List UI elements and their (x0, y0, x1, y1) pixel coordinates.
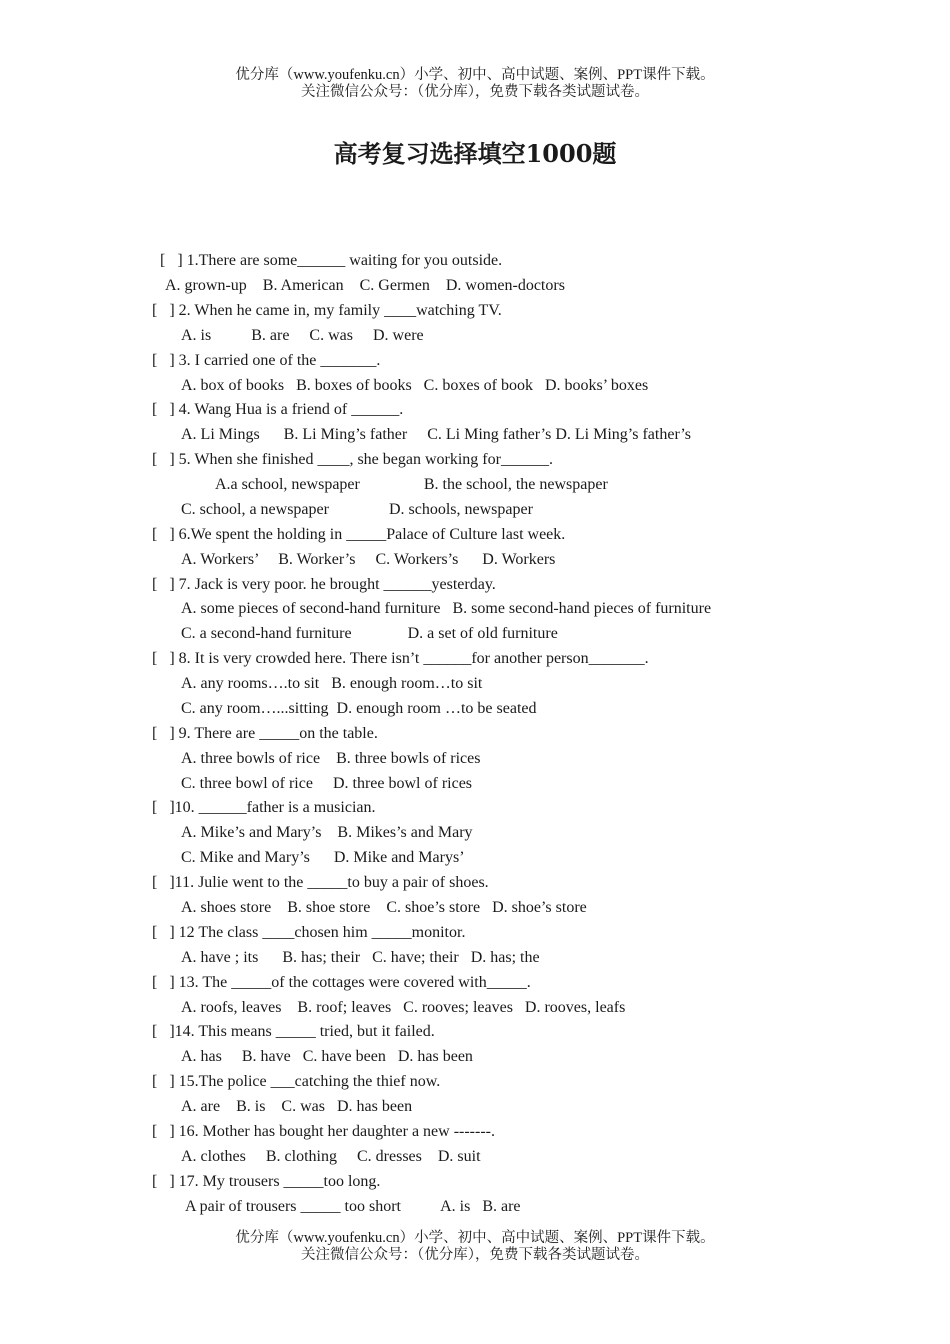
answer-options: A. is B. are C. was D. were (181, 327, 424, 344)
answer-options: A. Li Mings B. Li Ming’s father C. Li Ming father’s D. Li Ming’s father’s (181, 426, 692, 443)
answer-options: A. Mike’s and Mary’s B. Mikes’s and Mary (181, 824, 473, 841)
page-footer (0, 1230, 950, 1264)
question-line: [ ] 13. The _____of the cottages were covered with_____. (152, 974, 531, 991)
question-line: [ ] 17. My trousers _____too long. (152, 1173, 381, 1190)
document-title: 高考复习选择填空1000题 (333, 139, 617, 168)
answer-options: A. box of books B. boxes of books C. boxes of book D. books’ boxes (181, 377, 649, 394)
question-line: [ ] 3. I carried one of the _______. (152, 352, 381, 369)
answer-options: A. shoes store B. shoe store C. shoe’s store D. shoe’s store (181, 899, 587, 916)
answer-options: A. any rooms….to sit B. enough room…to sit (181, 675, 483, 692)
answer-options: A. roofs, leaves B. roof; leaves C. rooves; leaves D. rooves, leafs (181, 999, 626, 1016)
answer-options: A. Workers’ B. Worker’s C. Workers’s D. Workers (181, 551, 556, 568)
question-line: [ ] 15.The police ___catching the thief now. (152, 1073, 441, 1090)
answer-options: A. are B. is C. was D. has been (181, 1098, 413, 1115)
answer-options: C. three bowl of rice D. three bowl of rices (181, 775, 473, 792)
question-line: [ ] 8. It is very crowded here. There isn’t ______for another person_______. (152, 650, 649, 667)
answer-options: A. clothes B. clothing C. dresses D. suit (181, 1148, 481, 1165)
question-line: [ ] 9. There are _____on the table. (152, 725, 378, 742)
answer-options: A. three bowls of rice B. three bowls of rices (181, 750, 481, 767)
question-line: [ ] 2. When he came in, my family ____watching TV. (152, 302, 502, 319)
question-line: [ ] 16. Mother has bought her daughter a new -------. (152, 1123, 495, 1140)
page-header (0, 67, 950, 101)
question-line: [ ] 6.We spent the holding in _____Palace of Culture last week. (152, 526, 566, 543)
question-line: [ ] 1.There are some______ waiting for you outside. (160, 252, 503, 269)
answer-options: A. has B. have C. have been D. has been (181, 1048, 473, 1065)
footer-line-1: 优分库（www.youfenku.cn）小学、初中、高中试题、案例、PPT课件下载。 (235, 1230, 715, 1246)
answer-options: A. some pieces of second-hand furniture B. some second-hand pieces of furniture (181, 600, 712, 617)
answer-options: A. grown-up B. American C. Germen D. women-doctors (165, 277, 565, 294)
answer-options: C. school, a newspaper D. schools, newspaper (181, 501, 533, 518)
question-line: [ ] 4. Wang Hua is a friend of ______. (152, 401, 404, 418)
header-line-1: 优分库（www.youfenku.cn）小学、初中、高中试题、案例、PPT课件下载。 (235, 67, 715, 83)
answer-options: C. Mike and Mary’s D. Mike and Marys’ (181, 849, 465, 866)
question-line: [ ]10. ______father is a musician. (152, 799, 376, 816)
answer-options: C. any room…...sitting D. enough room …to be seated (181, 700, 537, 717)
answer-options: A pair of trousers _____ too short A. is B. are (185, 1198, 521, 1215)
question-line: [ ] 5. When she finished ____, she began working for______. (152, 451, 553, 468)
header-line-2: 关注微信公众号：（优分库），免费下载各类试题试卷。 (301, 84, 649, 100)
answer-options: C. a second-hand furniture D. a set of old furniture (181, 625, 558, 642)
answer-options: A. have ; its B. has; their C. have; their D. has; the (181, 949, 540, 966)
question-line: [ ]14. This means _____ tried, but it failed. (152, 1023, 435, 1040)
answer-options: A.a school, newspaper B. the school, the newspaper (215, 476, 608, 493)
question-line: [ ] 12 The class ____chosen him _____monitor. (152, 924, 466, 941)
question-line: [ ]11. Julie went to the _____to buy a pair of shoes. (152, 874, 489, 891)
question-line: [ ] 7. Jack is very poor. he brought ______yesterday. (152, 576, 496, 593)
footer-line-2: 关注微信公众号：（优分库），免费下载各类试题试卷。 (301, 1247, 649, 1263)
